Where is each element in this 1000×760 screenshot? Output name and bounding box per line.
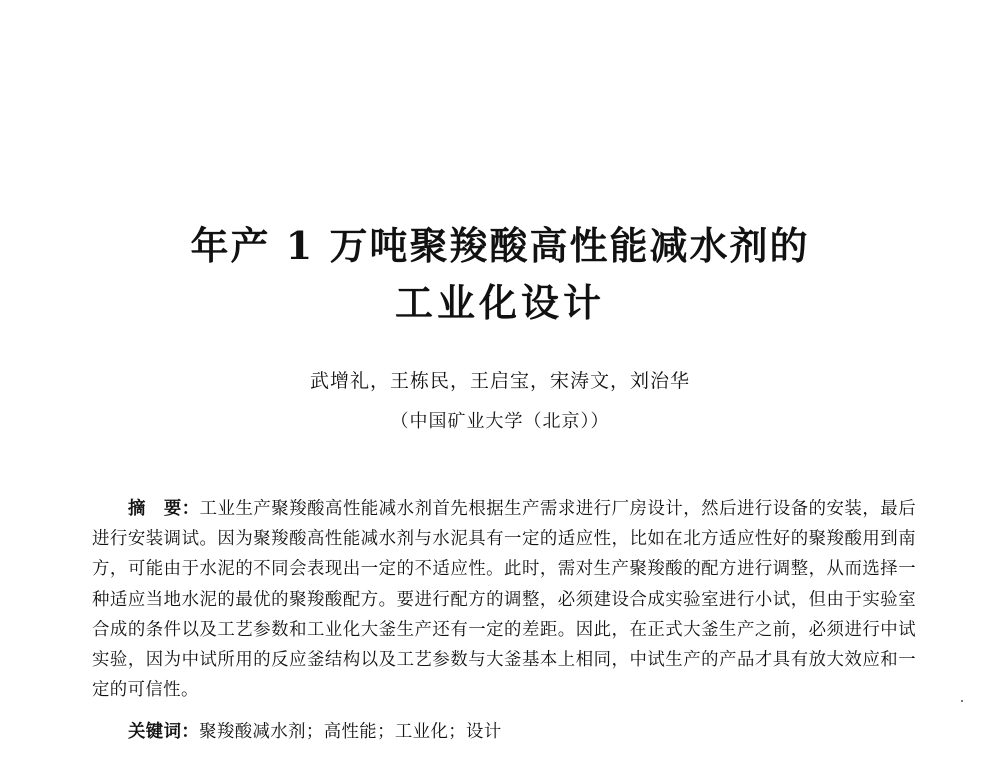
abstract-paragraph [92, 494, 916, 705]
abstract-label: 摘 要： [128, 499, 200, 519]
paper-title-line-2: 工业化设计 [394, 280, 605, 325]
paper-title-line-1: 年产 1 万吨聚羧酸高性能减水剂的 [190, 223, 810, 268]
author-affiliation: （中国矿业大学（北京）） [390, 411, 610, 432]
scan-speck [961, 700, 963, 702]
keywords-label: 关键词： [128, 722, 200, 742]
keywords-line [128, 717, 908, 747]
author-list: 武增礼，王栋民，王启宝，宋涛文，刘治华 [309, 370, 690, 392]
keywords-text: 聚羧酸减水剂；高性能；工业化；设计 [199, 722, 502, 742]
abstract-text: 工业生产聚羧酸高性能减水剂首先根据生产需求进行厂房设计，然后进行设备的安装，最后进行安装调试。因为聚羧酸高性能减水剂与水泥具有一定的适应性，比如在北方适应性好的聚羧酸用到南方，可能由于水泥的不同会表现出一定的不适应性。此时，需对生产聚羧酸的配方进行调整，从而选择一种适应当地水泥的最优的聚羧酸配方。要进行配方的调整，必须建设合成实验室进行小试，但由于实验室合成的条件以及工艺参数和工业化大釜生产还有一定的差距。因此，在正式大釜生产之前，必须进行中试实验，因为中试所用的反应釜结构以及工艺参数与大釜基本上相同，中试生产的产品才具有放大效应和一定的可信性。 [92, 499, 916, 701]
